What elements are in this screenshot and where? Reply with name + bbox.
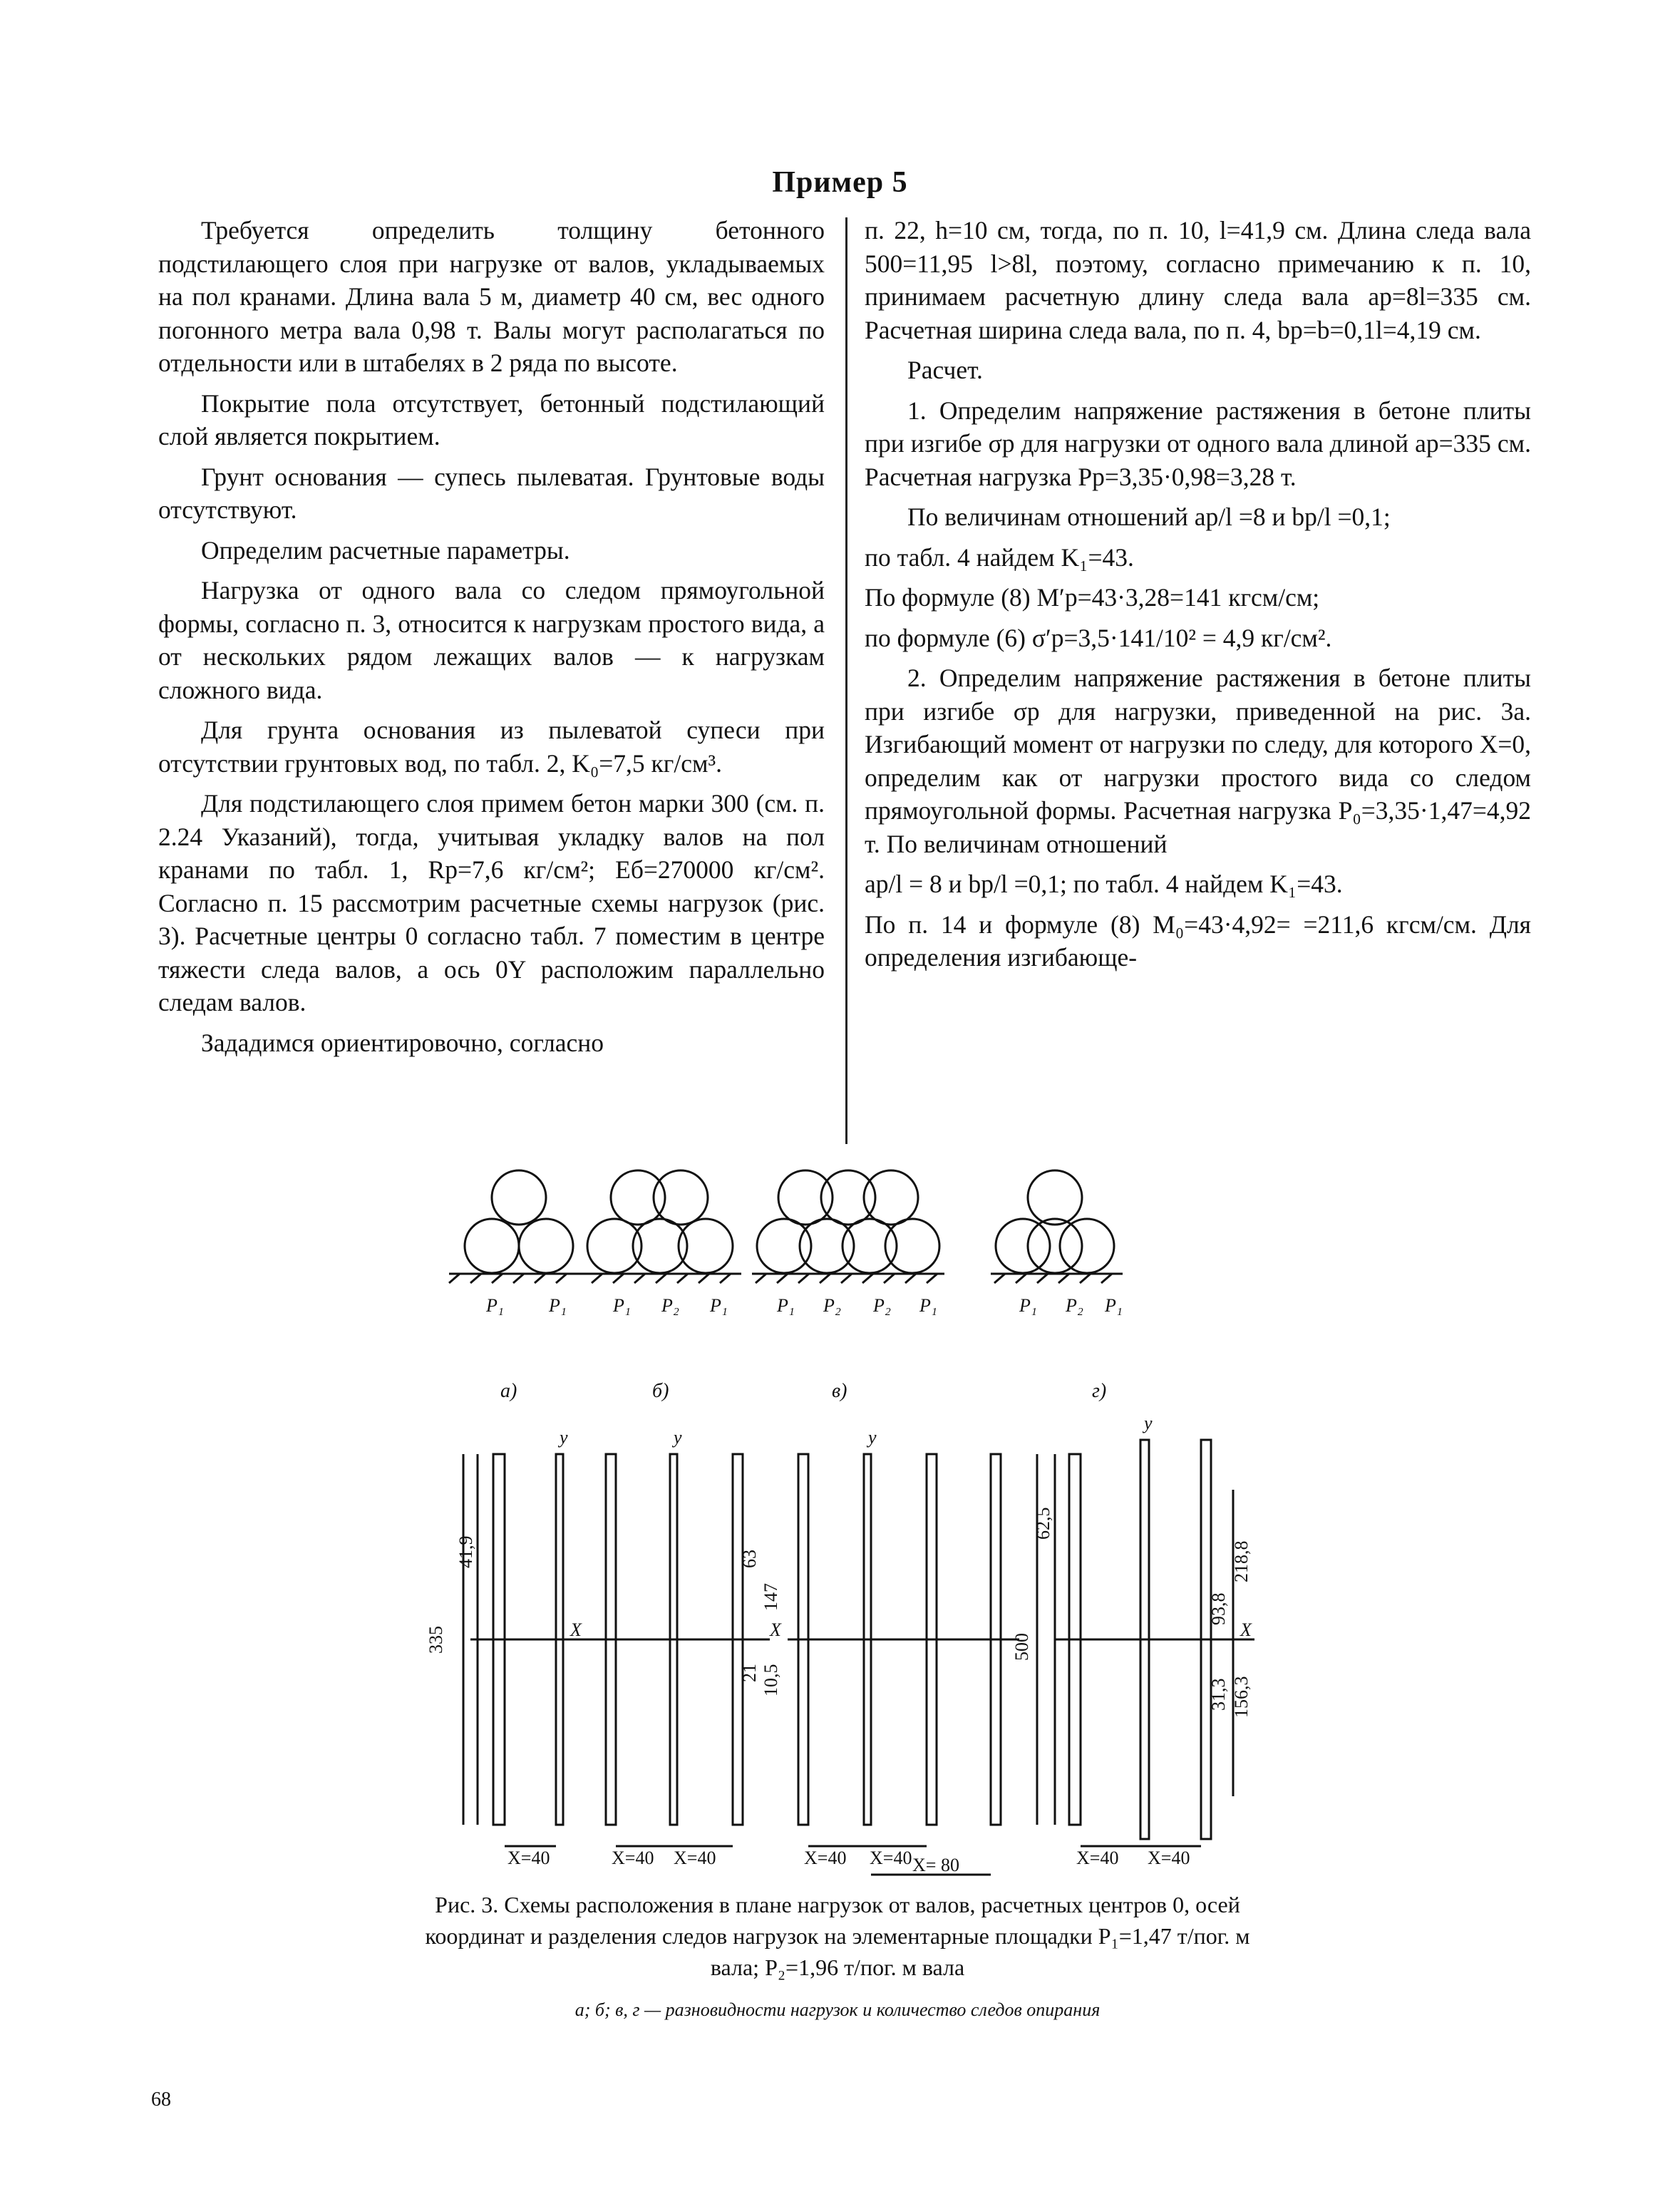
paragraph: 1. Определим напряжение растяжения в бетоне плиты при изгибе σр для нагрузки от одного вала длиной aр=335 см. Расчетная нагрузка Pр=3,35·0,98=3,28 т.	[865, 396, 1531, 491]
load-label: P₂	[661, 1295, 679, 1316]
load-label: P₁	[710, 1295, 728, 1316]
dimension-label: 62,5	[1033, 1507, 1053, 1540]
dimension-label: X= 80	[912, 1855, 959, 1875]
formula-line: По величинам отношений aр/l =8 и bр/l =0,1;	[907, 503, 1391, 531]
panel-label-b: б)	[652, 1380, 669, 1402]
panel-c	[788, 1427, 1019, 1875]
dimension-label: X=40	[870, 1848, 912, 1868]
paragraph: Для подстилающего слоя примем бетон марки 300 (см. п. 2.24 Указаний), тогда, учитывая укладку валов на пол кранами по табл. 1, Rр=7,6 кг/см²; Eб=270000 кг/см². Согласно п. 15 рассмотрим расчетные схемы нагрузок (рис. 3). Расчетные центры 0 согласно табл. 7 поместим в центре тяжести следа валов, а ось 0Y расположим параллельно следам валов.	[158, 789, 825, 1016]
dimension-label: X=40	[612, 1848, 654, 1868]
panel-label-c: в)	[832, 1380, 847, 1402]
load-label: P₁	[1105, 1295, 1123, 1316]
dimension-label: 41,9	[455, 1535, 476, 1568]
page-title: Пример 5	[772, 166, 908, 199]
panel-label-a: а)	[500, 1380, 517, 1402]
axis-y-label: y	[868, 1427, 877, 1448]
column-divider	[845, 217, 847, 1144]
dimension-label: 31,3	[1208, 1678, 1229, 1711]
panel-d	[1011, 1413, 1254, 1868]
formula-line: по формуле (6) σ′р=3,5·141/10² = 4,9 кг/см².	[865, 623, 1332, 652]
panel-label-d: г)	[1092, 1380, 1107, 1402]
paragraph: Нагрузка от одного вала со следом прямоугольной формы, согласно п. 3, относится к нагрузкам простого вида, а от нескольких рядом лежащих валов — к нагрузкам сложного вида.	[158, 576, 825, 704]
axis-x-label: X	[1240, 1619, 1252, 1640]
paragraph: Зададимся ориентировочно, согласно	[201, 1028, 604, 1057]
paragraph: Покрытие пола отсутствует, бетонный подстилающий слой является покрытием.	[158, 388, 825, 450]
formula-line: aр/l = 8 и bр/l =0,1; по табл. 4 найдем K₁=43.	[865, 870, 1343, 898]
dimension-label: X=40	[1076, 1848, 1119, 1868]
dimension-label: X=40	[507, 1848, 550, 1868]
panel-b	[592, 1427, 782, 1868]
dimension-label: X=40	[804, 1848, 847, 1868]
stack-load-labels	[485, 1295, 1123, 1316]
formula-line: по табл. 4 найдем K₁=43.	[865, 542, 1134, 572]
dimension-label: 21	[739, 1664, 760, 1682]
paragraph: По п. 14 и формуле (8) M₀=43·4,92= =211,6 кгсм/см. Для определения изгибающе-	[865, 910, 1531, 972]
formula-line: По формуле (8) M′р=43·3,28=141 кгсм/см;	[865, 583, 1320, 612]
panel-labels	[500, 1380, 1106, 1402]
load-label: P₂	[873, 1295, 891, 1316]
dimension-label: 500	[1011, 1633, 1032, 1661]
load-label: P₁	[919, 1295, 937, 1316]
figure-load-schemes	[428, 1169, 1254, 1885]
paragraph: Грунт основания — супесь пылеватая. Грунтовые воды отсутствуют.	[158, 462, 825, 524]
paragraph: п. 22, h=10 см, тогда, по п. 10, l=41,9 см. Длина следа вала 500=11,95 l>8l, поэтому, согласно примечанию к п. 10, принимаем расчетную длину следа вала aр=8l=335 см. Расчетная ширина следа вала, по п. 4, bр=b=0,1l=4,19 см.	[865, 216, 1531, 344]
load-schemes-drawing	[428, 1169, 1254, 1882]
load-label: P₁	[613, 1295, 631, 1316]
paragraph: Расчет.	[907, 356, 983, 384]
dimension-label: 335	[426, 1626, 446, 1654]
paragraph: Определим расчетные параметры.	[201, 535, 570, 565]
dimension-label: 93,8	[1208, 1592, 1229, 1625]
load-label: P₂	[1066, 1295, 1083, 1316]
roller-stacks	[449, 1170, 1123, 1283]
dimension-label: 147	[761, 1583, 781, 1611]
page-number: 68	[151, 2088, 171, 2111]
panel-a	[426, 1427, 592, 1868]
axis-x-label: X	[770, 1619, 781, 1640]
paragraph: 2. Определим напряжение растяжения в бетоне плиты при изгибе σр для нагрузки, приведенной на рис. 3а. Изгибающий момент от нагрузки по следу, для которого X=0, определим как от нагрузки простого вида со следом прямоугольной формы. Расчетная нагрузка P₀=3,35·1,47=4,92 т. По величинам отношений	[865, 664, 1531, 858]
load-label: P₁	[777, 1295, 795, 1316]
right-column	[865, 214, 1531, 982]
axis-x-label: X	[570, 1619, 582, 1640]
load-label: P₁	[549, 1295, 567, 1316]
axis-y-label: y	[560, 1427, 568, 1448]
figure-caption-subtitle: а; б; в, г — разновидности нагрузок и количество следов опирания	[574, 1999, 1101, 2020]
paragraph: Для грунта основания из пылеватой супеси при отсутствии грунтовых вод, по табл. 2, K₀=7,5 кг/см³.	[158, 716, 825, 778]
dimension-label: 63	[739, 1550, 760, 1568]
dimension-label: 218,8	[1231, 1540, 1252, 1582]
axis-y-label: y	[1144, 1413, 1153, 1433]
load-label: P₂	[823, 1295, 841, 1316]
load-label: P₁	[1019, 1295, 1037, 1316]
figure-caption: Рис. 3. Схемы расположения в плане нагрузок от валов, расчетных центров 0, осей координат и разделения следов нагрузок на элементарные площадки P₁=1,47 т/пог. м вала; P₂=1,96 т/пог. м вала	[425, 1892, 1250, 1980]
left-column	[158, 214, 825, 1066]
dimension-label: 156,3	[1231, 1676, 1252, 1718]
dimension-label: X=40	[674, 1848, 716, 1868]
axis-y-label: y	[674, 1427, 682, 1448]
dimension-label: X=40	[1148, 1848, 1190, 1868]
dimension-label: 10,5	[761, 1664, 781, 1696]
load-label: P₁	[486, 1295, 504, 1316]
paragraph: Требуется определить толщину бетонного подстилающего слоя при нагрузке от валов, укладываемых на пол кранами. Длина вала 5 м, диаметр 40 см, вес одного погонного метра вала 0,98 т. Валы могут располагаться по отдельности или в штабелях в 2 ряда по высоте.	[158, 216, 825, 377]
